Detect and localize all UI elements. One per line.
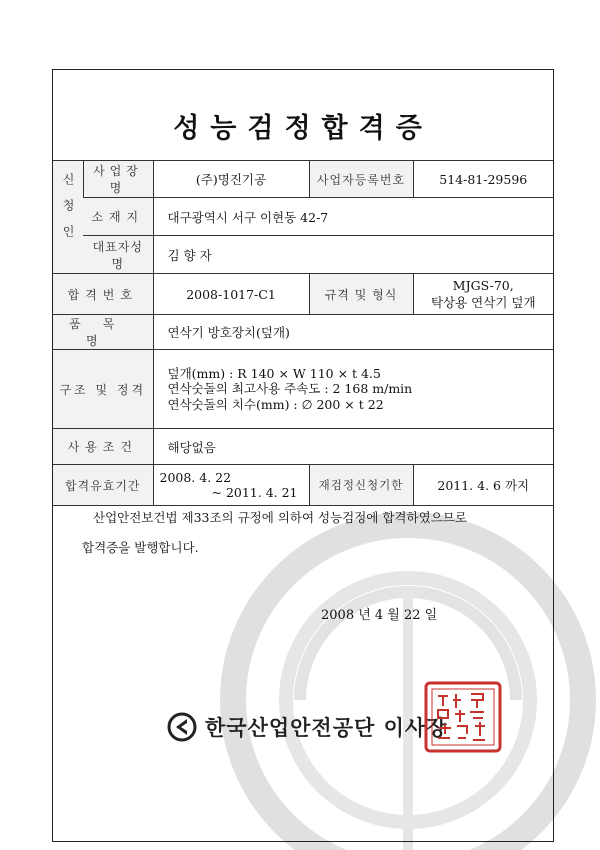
- structure-line-2: 연삭숫돌의 최고사용 주속도 : 2 168 m/min: [167, 381, 413, 397]
- row-representative: [53, 236, 553, 274]
- row-item: [53, 315, 553, 350]
- structure-line-1: 덮개(mm) : R 140 × W 110 × t 4.5: [167, 365, 381, 381]
- issuer-block: [167, 712, 447, 742]
- certificate-table: [53, 160, 553, 506]
- certificate-frame: [52, 69, 554, 842]
- company-label: 사업장명: [83, 161, 153, 198]
- item-value: 연삭기 방호장치(덮개): [153, 315, 553, 350]
- item-label: 품목명: [53, 315, 153, 350]
- issuer-name: 한국산업안전공단 이사장: [205, 716, 448, 740]
- conditions-value: 해당없음: [153, 429, 553, 465]
- company-value: (주)명진기공: [153, 161, 309, 198]
- reg-no-label: 사업자등록번호: [309, 161, 413, 198]
- cert-no-value: 2008-1017-C1: [153, 274, 309, 315]
- rep-label: 대표자성명: [83, 236, 153, 274]
- row-structure: [53, 350, 553, 429]
- validity-start: 2008. 4. 22: [159, 470, 232, 485]
- statement-line-2: 합격증을 발행합니다.: [82, 540, 199, 555]
- kosha-logo-icon: [167, 712, 197, 742]
- address-value: 대구광역시 서구 이현동 42-7: [153, 198, 553, 236]
- official-seal: [423, 680, 503, 754]
- rep-value: 김 향 자: [153, 236, 553, 274]
- applicant-group-label: 신청인: [53, 161, 83, 274]
- conditions-label: 사용조건: [53, 429, 153, 465]
- issue-date: 2008 년 4 월 22 일: [321, 608, 438, 623]
- spec-type: 탁상용 연삭기 덮개: [430, 294, 536, 310]
- address-label: 소재지: [83, 198, 153, 236]
- statement-line-1: 산업안전보건법 제33조의 규정에 의하여 성능검정에 합격하였으므로: [93, 510, 467, 525]
- row-address: [53, 198, 553, 236]
- spec-value: [413, 274, 553, 315]
- cert-no-label: 합격번호: [53, 274, 153, 315]
- row-cert-no: [53, 274, 553, 315]
- certificate-title: 성능검정합격증: [173, 113, 433, 144]
- spec-label: 규격 및 형식: [309, 274, 413, 315]
- row-validity: [53, 465, 553, 506]
- structure-line-3: 연삭숫돌의 치수(mm) : ∅ 200 × t 22: [167, 396, 384, 412]
- validity-value: [153, 465, 309, 506]
- validity-end: ~ 2011. 4. 21: [211, 485, 298, 500]
- row-company: [53, 161, 553, 198]
- structure-value: [153, 350, 553, 429]
- row-conditions: [53, 429, 553, 465]
- reinspection-label: 재검정신청기한: [309, 465, 413, 506]
- reg-no-value: 514-81-29596: [413, 161, 553, 198]
- spec-model: MJGS-70,: [452, 277, 514, 293]
- structure-label: 구조 및 정격: [53, 350, 153, 429]
- reinspection-value: 2011. 4. 6 까지: [413, 465, 553, 506]
- validity-label: 합격유효기간: [53, 465, 153, 506]
